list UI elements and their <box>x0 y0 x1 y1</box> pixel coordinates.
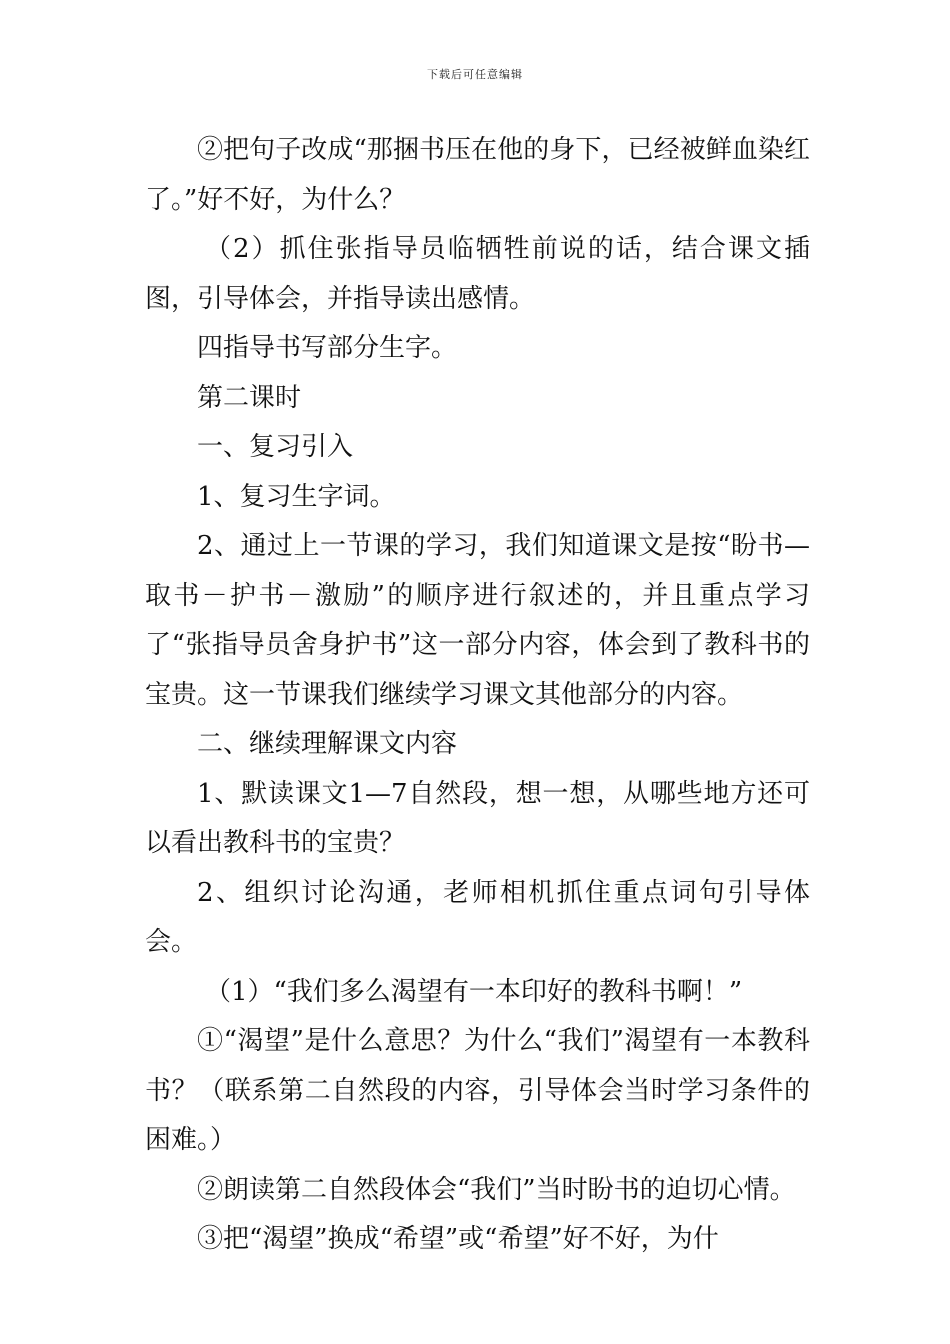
paragraph: 2、组织讨论沟通，老师相机抓住重点词句引导体会。 <box>145 877 810 957</box>
section-heading: 第二课时 <box>197 382 302 413</box>
paragraph: 四指导书写部分生字。 <box>197 333 458 363</box>
page-header-note: 下载后可任意编辑 <box>427 68 523 81</box>
paragraph: ②朗读第二自然段体会“我们”当时盼书的迫切心情。 <box>197 1174 796 1205</box>
paragraph: ①“渴望”是什么意思？为什么“我们”渴望有一本教科书？（联系第二自然段的内容，引导体会当时学习条件的困难。） <box>145 1026 810 1155</box>
document-body <box>145 126 810 1265</box>
section-heading: 二、继续理解课文内容 <box>197 729 458 759</box>
paragraph: （1）“我们多么渴望有一本印好的教科书啊！” <box>205 976 743 1007</box>
paragraph: （2）抓住张指导员临牺牲前说的话，结合课文插图，引导体会，并指导读出感情。 <box>145 234 810 314</box>
paragraph: 2、通过上一节课的学习，我们知道课文是按“盼书—取书－护书－激励”的顺序进行叙述的，并且重点学习了“张指导员舍身护书”这一部分内容，体会到了教科书的宝贵。这一节课我们继续学习课文其他部分的内容。 <box>145 531 810 710</box>
paragraph: ②把句子改成“那捆书压在他的身下，已经被鲜血染红了。”好不好，为什么？ <box>145 135 810 215</box>
paragraph: 1、默读课文1—7自然段，想一想，从哪些地方还可以看出教科书的宝贵？ <box>145 778 810 858</box>
section-heading: 一、复习引入 <box>197 432 354 462</box>
paragraph: 1、复习生字词。 <box>197 481 396 512</box>
paragraph: ③把“渴望”换成“希望”或“希望”好不好，为什 <box>197 1224 719 1254</box>
